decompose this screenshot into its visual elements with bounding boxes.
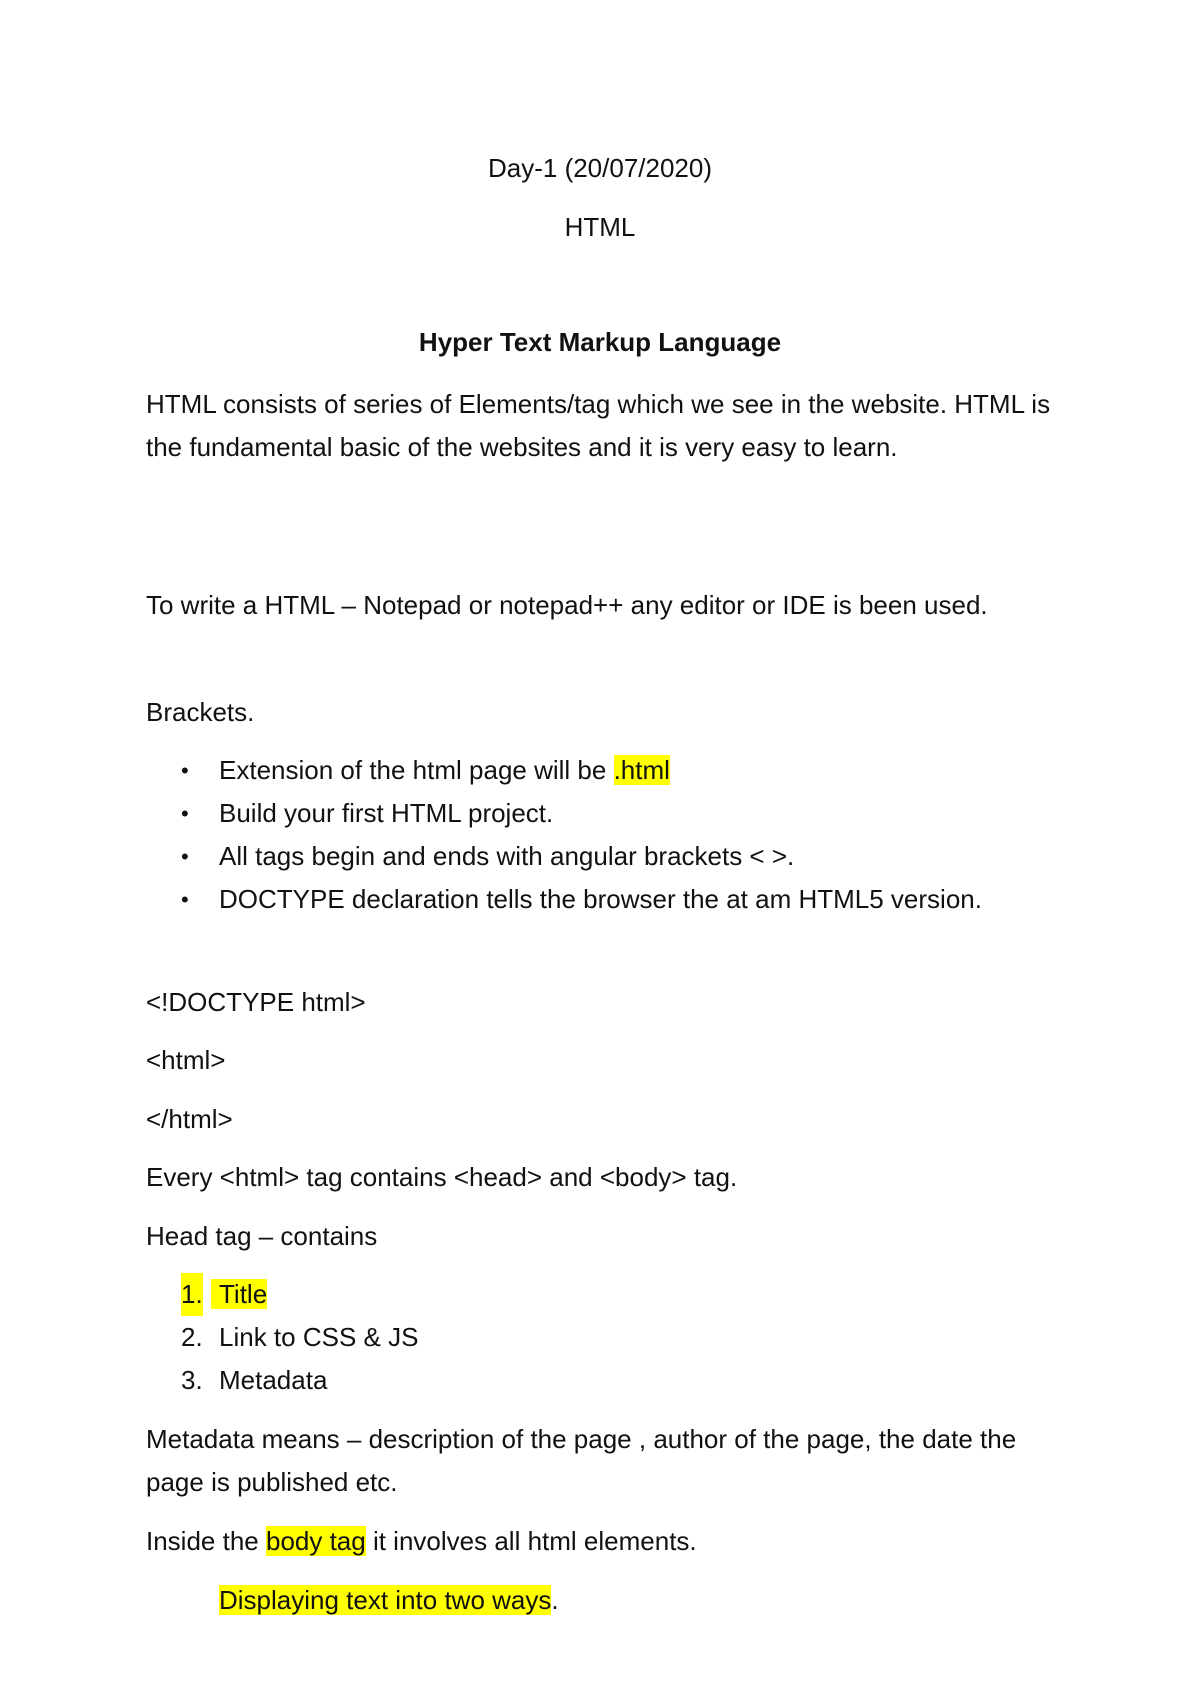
list-item <box>146 1273 1076 1316</box>
displaying-line <box>146 1579 1149 1622</box>
date-line: Day-1 (20/07/2020) <box>487 153 713 183</box>
editor-paragraph: To write a HTML – Notepad or notepad++ any editor or IDE is been used. <box>146 590 988 620</box>
bullet-icon: • <box>181 801 189 826</box>
numbered-text-highlighted: Title <box>211 1279 267 1309</box>
bullet-text: All tags begin and ends with angular brackets < >. <box>219 841 795 871</box>
list-item <box>146 1316 1076 1359</box>
inside-body-paragraph <box>146 1520 1076 1563</box>
displaying-period: . <box>551 1585 559 1615</box>
list-item <box>146 749 1076 792</box>
bullet-text: Extension of the html page will be <box>219 755 614 785</box>
list-item <box>146 878 1076 921</box>
bullet-icon: • <box>181 887 189 912</box>
numbered-list <box>146 1273 1076 1402</box>
subject-title: HTML <box>564 212 636 242</box>
list-item <box>146 792 1076 835</box>
numbered-text: Metadata <box>219 1365 328 1395</box>
bullet-list <box>146 749 1076 921</box>
highlighted-body-tag: body tag <box>265 1526 366 1556</box>
list-number: 2. <box>181 1322 203 1352</box>
code-html-open: <html> <box>146 1045 226 1075</box>
highlighted-extension: .html <box>613 755 670 785</box>
list-number: 1. <box>181 1273 203 1316</box>
bullet-text: Build your first HTML project. <box>219 798 554 828</box>
list-number: 3. <box>181 1365 203 1395</box>
list-item <box>146 835 1076 878</box>
page-heading: Hyper Text Markup Language <box>418 327 782 357</box>
every-paragraph: Every <html> tag contains <head> and <body> tag. <box>146 1162 738 1192</box>
metadata-paragraph: Metadata means – description of the page , author of the page, the date the page is published etc. <box>146 1424 1017 1497</box>
bullet-icon: • <box>181 844 189 869</box>
code-doctype: <!DOCTYPE html> <box>146 987 366 1017</box>
highlighted-displaying-text: Displaying text into two ways <box>219 1585 552 1615</box>
inside-text-pre: Inside the <box>146 1526 266 1556</box>
list-item <box>146 1359 1076 1402</box>
intro-paragraph: HTML consists of series of Elements/tag which we see in the website. HTML is the fundamental basic of the websites and it is very easy to learn. <box>146 389 1051 462</box>
brackets-line: Brackets. <box>146 697 255 727</box>
bullet-text: DOCTYPE declaration tells the browser the at am HTML5 version. <box>219 884 982 914</box>
head-tag-line: Head tag – contains <box>146 1221 378 1251</box>
numbered-text: Link to CSS & JS <box>219 1322 419 1352</box>
bullet-icon: • <box>181 758 189 783</box>
inside-text-post: it involves all html elements. <box>365 1526 697 1556</box>
code-html-close: </html> <box>146 1104 233 1134</box>
